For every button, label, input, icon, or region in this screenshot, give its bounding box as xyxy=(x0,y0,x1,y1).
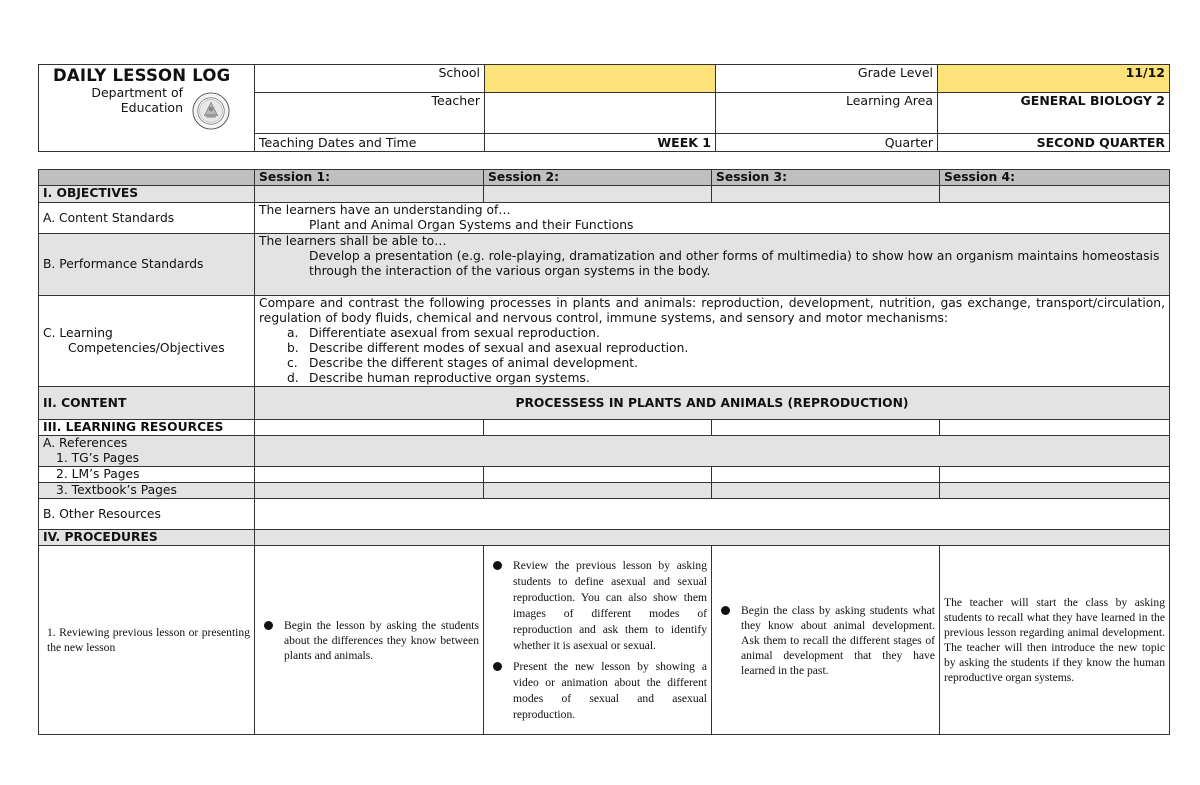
lm-pages-label: 2. LM’s Pages xyxy=(39,467,255,483)
dates-label: Teaching Dates and Time xyxy=(255,134,485,152)
session-3-header: Session 3: xyxy=(712,170,940,186)
resources-cell-3 xyxy=(712,420,940,436)
objectives-cell-4 xyxy=(940,186,1170,203)
grade-level-label: Grade Level xyxy=(716,65,938,93)
objectives-heading: I. OBJECTIVES xyxy=(39,186,255,203)
procedures-heading-value xyxy=(255,530,1170,546)
objectives-cell-1 xyxy=(255,186,484,203)
learning-area-label: Learning Area xyxy=(716,93,938,134)
textbook-pages-label: 3. Textbook’s Pages xyxy=(39,483,255,499)
textbook-cell-4 xyxy=(940,483,1170,499)
procedure-step-1-session-1: Begin the lesson by asking the students about the differences they know between plants and animals. xyxy=(255,546,484,735)
objectives-heading-row xyxy=(39,186,1170,203)
grade-level-value[interactable]: 11/12 xyxy=(938,65,1170,93)
school-value[interactable] xyxy=(485,65,716,93)
lesson-log-table xyxy=(38,169,1170,735)
content-row xyxy=(39,387,1170,420)
quarter-label: Quarter xyxy=(716,134,938,152)
learning-resources-heading: III. LEARNING RESOURCES xyxy=(39,420,255,436)
session-header-blank xyxy=(39,170,255,186)
procedure-step-1-label: 1. Reviewing previous lesson or presenting the new lesson xyxy=(39,546,255,735)
school-label: School xyxy=(255,65,485,93)
session-4-header: Session 4: xyxy=(940,170,1170,186)
textbook-cell-3 xyxy=(712,483,940,499)
header-table xyxy=(38,64,1170,152)
logo-block xyxy=(39,65,255,152)
document-title: DAILY LESSON LOG xyxy=(53,66,231,85)
deped-seal-icon xyxy=(192,92,230,130)
procedure-step-1-session-2: Review the previous lesson by asking students to define asexual and sexual reproduction. You can also show them images of different modes of reproduction and ask them to identify whether it is asexual or sexual. Present the new lesson by showing a video or animation about the different modes of sexual and asexual reproduction. xyxy=(484,546,712,735)
quarter-value[interactable]: SECOND QUARTER xyxy=(938,134,1170,152)
competencies-value: Compare and contrast the following processes in plants and animals: reproduction, development, nutrition, gas exchange, transport/circulation, regulation of body fluids, chemical and nervous control, immune systems, and sensory and motor mechanisms: a. Differentiate asexual from sexual reproduction. b. Describe different modes of sexual and asexual reproduction. c. Describe the different stages of animal development. d. Describe human reproductive organ systems. xyxy=(255,296,1170,387)
textbook-cell-2 xyxy=(484,483,712,499)
textbook-cell-1 xyxy=(255,483,484,499)
lm-cell-1 xyxy=(255,467,484,483)
procedures-heading-row xyxy=(39,530,1170,546)
content-value: PROCESSESS IN PLANTS AND ANIMALS (REPRODUCTION) xyxy=(255,387,1170,420)
performance-standards-label: B. Performance Standards xyxy=(39,234,255,296)
competencies-row xyxy=(39,296,1170,387)
other-resources-value xyxy=(255,499,1170,530)
department-name: Department of Education xyxy=(91,85,183,115)
resources-cell-1 xyxy=(255,420,484,436)
dates-value[interactable]: WEEK 1 xyxy=(485,134,716,152)
learning-area-value[interactable]: GENERAL BIOLOGY 2 xyxy=(938,93,1170,134)
teacher-value[interactable] xyxy=(485,93,716,134)
competencies-label: C. Learning Competencies/Objectives xyxy=(39,296,255,387)
procedure-step-1-row xyxy=(39,546,1170,735)
references-row xyxy=(39,436,1170,467)
resources-cell-4 xyxy=(940,420,1170,436)
objectives-cell-2 xyxy=(484,186,712,203)
lm-cell-3 xyxy=(712,467,940,483)
other-resources-label: B. Other Resources xyxy=(39,499,255,530)
other-resources-row xyxy=(39,499,1170,530)
references-value xyxy=(255,436,1170,467)
competency-item-c: c. Describe the different stages of animal development. xyxy=(287,356,639,370)
lm-cell-4 xyxy=(940,467,1170,483)
procedures-heading: IV. PROCEDURES xyxy=(39,530,255,546)
content-standards-value: The learners have an understanding of… Plant and Animal Organ Systems and their Functions xyxy=(255,203,1170,234)
competency-item-d: d. Describe human reproductive organ systems. xyxy=(287,371,590,385)
learning-resources-row xyxy=(39,420,1170,436)
performance-standards-row xyxy=(39,234,1170,296)
lm-cell-2 xyxy=(484,467,712,483)
procedure-step-1-session-3: Begin the class by asking students what they know about animal development. Ask them to recall the different stages of animal development that they have learned in the past. xyxy=(712,546,940,735)
textbook-pages-row xyxy=(39,483,1170,499)
objectives-cell-3 xyxy=(712,186,940,203)
references-label: A. References 1. TG’s Pages xyxy=(39,436,255,467)
lm-pages-row xyxy=(39,467,1170,483)
content-heading: II. CONTENT xyxy=(39,387,255,420)
resources-cell-2 xyxy=(484,420,712,436)
competency-item-a: a. Differentiate asexual from sexual reproduction. xyxy=(287,326,600,340)
teacher-label: Teacher xyxy=(255,93,485,134)
performance-standards-value: The learners shall be able to… Develop a presentation (e.g. role-playing, dramatization and other forms of multimedia) to show how an organism maintains homeostasis through the interaction of the various organ systems in the body. xyxy=(255,234,1170,296)
content-standards-row xyxy=(39,203,1170,234)
session-header-row xyxy=(39,170,1170,186)
content-standards-label: A. Content Standards xyxy=(39,203,255,234)
session-1-header: Session 1: xyxy=(255,170,484,186)
session-2-header: Session 2: xyxy=(484,170,712,186)
competency-item-b: b. Describe different modes of sexual and asexual reproduction. xyxy=(287,341,689,355)
procedure-step-1-session-4: The teacher will start the class by asking students to recall what they have learned in the previous lesson regarding animal development. The teacher will then introduce the new topic by asking the students if they know the human reproductive organ systems. xyxy=(940,546,1170,735)
